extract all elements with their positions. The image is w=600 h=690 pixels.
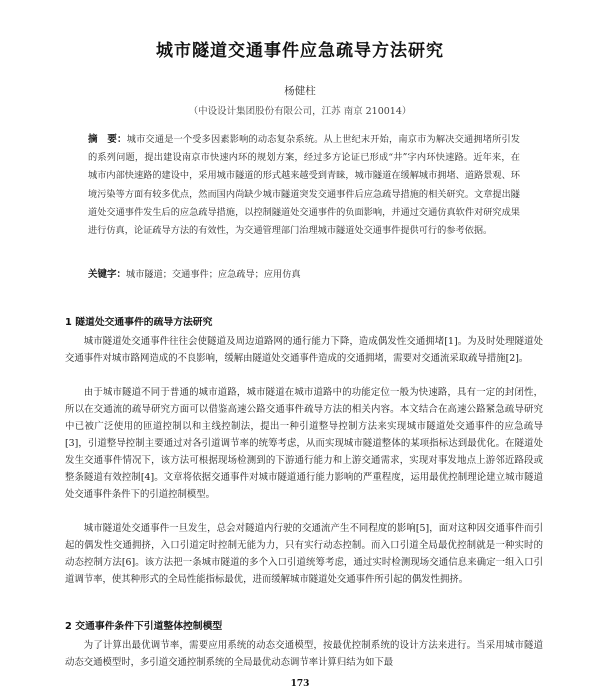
section-2-paragraph-1: 为了计算出最优调节率，需要应用系统的动态交通模型，按最优控制系统的设计方法来进行。当采用城市隧道动态交通模型时，多引道交通控制系统的全局最优动态调节率计算归结为如下最 — [65, 640, 543, 668]
keywords-label: 关键字： — [88, 269, 127, 280]
section-1-paragraph-3: 城市隧道处交通事件一旦发生，总会对隧道内行驶的交通流产生不同程度的影响[5]，面对这种因交通事件而引起的偶发性交通拥挤，入口引道定时控制无能为力，只有实行动态控制。而入口引道全局最优控制就是一种实时的动态控制方法[6]。该方法把一条城市隧道的多个入口引道统筹考虑，通过实时检测现场交通信息来确定一组入口引道调节率，使其种形式的全局性能指标最优，进而缓解城市隧道处交通事件所引起的偶发性拥挤。 — [65, 523, 543, 585]
abstract-block — [88, 131, 520, 240]
section-heading-2: 2 交通事件条件下引道整体控制模型 — [65, 621, 223, 632]
section-heading-1: 1 隧道处交通事件的疏导方法研究 — [65, 317, 213, 328]
section-1-paragraph-2: 由于城市隧道不同于普通的城市道路，城市隧道在城市道路中的功能定位一般为快速路，具有一定的封闭性，所以在交通流的疏导研究方面可以借鉴高速公路交通事件疏导方法的相关内容。本文结合在高速公路紧急疏导研究中已被广泛使用的匝道控制以和主线控制法，提出一种引道整导控制方法来实现城市隧道处交通事件的应急疏导[3]，引道整导控制主要通过对各引道调节率的统筹考虑，从而实现城市隧道整体的某项指标达到最优化。在隧道处发生交通事件情况下，该方法可根据现场检测到的下游通行能力和上游交通需求，实现对事发地点上游邻近路段或整条隧道有效控制[4]。文章将依据交通事件对城市隧道通行能力影响的严重程度，运用最优控制理论建立城市隧道处交通事件条件下的引道控制模型。 — [65, 387, 543, 500]
abstract-text: 城市交通是一个受多因素影响的动态复杂系统。从上世纪末开始，南京市为解决交通拥堵所引发的系列问题，提出建设南京市快速内环的规划方案，经过多方论证已形成“井”字内环快速路。近年来，在城市内部快速路的建设中，采用城市隧道的形式越来越受到青睐，城市隧道在缓解城市拥堵、道路景观、环境污染等方面有较多优点，然而国内尚缺少城市隧道突发交通事件后应急疏导措施的相关研究。文章提出隧道处交通事件发生后的应急疏导措施，以控制隧道处交通事件的负面影响，并通过交通仿真软件对研究成果进行仿真，论证疏导方法的有效性，为交通管理部门治理城市隧道处交通事件提供可行的参考依据。 — [88, 134, 520, 237]
author-affiliation: （中设设计集团股份有限公司，江苏 南京 210014） — [188, 106, 412, 117]
paper-title: 城市隧道交通事件应急疏导方法研究 — [156, 41, 444, 61]
abstract-label: 摘 要： — [88, 134, 127, 145]
keywords-block — [88, 267, 520, 283]
section-1-paragraph-1: 城市隧道处交通事件往往会使隧道及周边道路网的通行能力下降，造成偶发性交通拥堵[1]。为及时处理隧道处交通事件对城市路网造成的不良影响，缓解由隧道处交通事件造成的交通拥堵，需要对交通流采取疏导措施[2]。 — [65, 336, 543, 364]
keywords-text: 城市隧道；交通事件；应急疏导；应用仿真 — [126, 269, 301, 280]
author-name: 杨健柱 — [284, 85, 316, 97]
page-number: 173 — [290, 679, 310, 689]
